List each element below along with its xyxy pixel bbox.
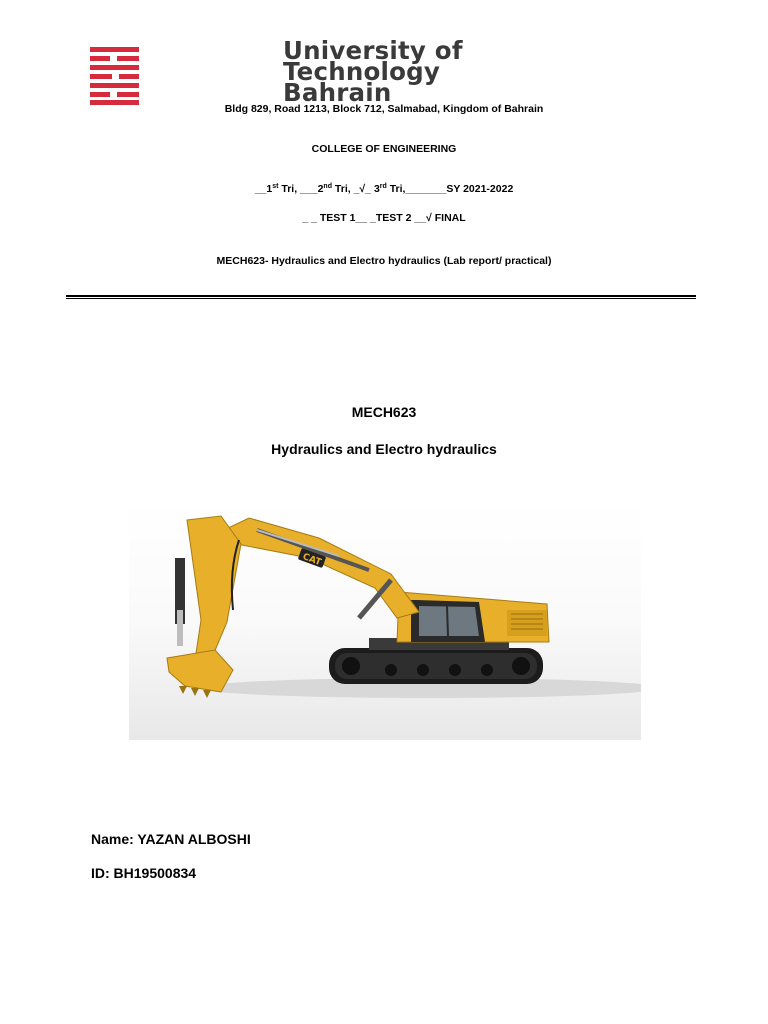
student-name: Name: YAZAN ALBOSHI [91,831,251,847]
course-name-title: Hydraulics and Electro hydraulics [271,441,497,457]
tri3-suffix: rd [379,183,387,190]
tri1-blank: __ [254,183,267,195]
header-divider-thick [66,295,696,297]
tri2-number: 2 [317,183,324,195]
tri3-number: 3 [373,183,380,195]
university-name-line3: Bahrain [283,78,392,107]
university-name-line2: Technology [283,57,441,86]
excavator-icon [129,500,641,740]
course-code-title: MECH623 [351,404,417,420]
course-line: MECH623- Hydraulics and Electro hydraulics (Lab report/ practical) [216,255,552,267]
tri1-number: 1 [266,183,273,195]
tri2-tail: Tri, _√_ [331,183,374,195]
college-name: COLLEGE OF ENGINEERING [311,143,457,155]
trimester-line [0,183,768,195]
tri3-tail: Tri,_______SY 2021-2022 [386,183,514,195]
excavator-image [129,500,641,740]
tri1-tail: Tri, ___ [278,183,318,195]
header-divider-thin [66,298,696,299]
tri1-suffix: st [272,183,279,190]
address-line: Bldg 829, Road 1213, Block 712, Salmabad, Kingdom of Bahrain [224,103,544,115]
tri2-suffix: nd [323,183,332,190]
university-logo-icon [90,47,139,105]
student-id: ID: BH19500834 [91,865,197,881]
university-name [283,36,493,107]
test-type-line: _ _ TEST 1__ _TEST 2 __√ FINAL [302,212,466,224]
machine-badge: CAT [301,552,323,569]
university-name-line1: University of [283,36,463,65]
